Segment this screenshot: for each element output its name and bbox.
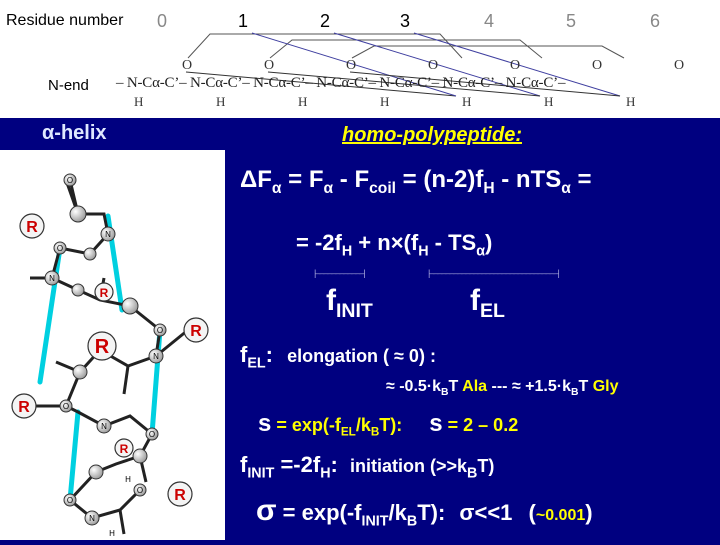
residue-number-6: 6 — [650, 11, 661, 31]
oxygen-6: O — [674, 58, 685, 73]
oxygen-5: O — [592, 58, 603, 73]
oxygen-4: O — [510, 58, 521, 73]
hydrogen-2: H — [298, 94, 308, 109]
residue-header — [0, 0, 720, 118]
delta-f-expansion: = $-2f_H + n\times(f_H - TS_\alpha)$ — [296, 230, 493, 260]
atom-n-1: N — [105, 230, 111, 239]
gly-label: Gly — [592, 378, 619, 395]
oxygen-2: O — [346, 58, 357, 73]
s-value: = 2 – 0.2 — [442, 415, 519, 435]
atom-n-4: N — [101, 422, 107, 431]
atom-n-5: N — [89, 514, 95, 523]
homo-polypeptide-label: homo-polypeptide: — [342, 124, 522, 146]
oxygen-0: O — [182, 58, 193, 73]
alpha-helix-label: α-helix — [42, 122, 107, 144]
sigma-equation: $\sigma = \exp(-f_{INIT}/k_BT)$: σ<<1 (~0.001) — [256, 494, 593, 530]
hydrogen-6: H — [626, 94, 636, 109]
atom-h-1: H — [125, 475, 131, 484]
alpha-helix-molecule-illustration — [0, 150, 225, 540]
oxygen-1: O — [264, 58, 275, 73]
atom-o-4: O — [62, 402, 70, 411]
atom-n-3: N — [153, 352, 159, 361]
brace-init: |‒‒‒‒‒‒‒‒‒‒‒‒| — [314, 268, 365, 278]
atom-o-3: O — [156, 326, 164, 335]
ala-label: Ala — [462, 378, 488, 395]
residue-number-3: 3 — [400, 11, 411, 31]
f-init-label: $f_{INIT}$ — [326, 284, 373, 322]
hydrogen-4: H — [462, 94, 472, 109]
r-group-4: R — [94, 336, 110, 358]
residue-number-0: 0 — [157, 11, 168, 31]
r-group-3: R — [190, 323, 202, 340]
delta-f-equation: $\Delta F_\alpha = F_\alpha - F_{coil} = (n-2)f_H - nTS_\alpha$ = — [240, 166, 592, 197]
hbond-links — [0, 0, 720, 118]
f-el-label: $f_{EL}$ — [470, 284, 505, 322]
backbone-chain: – N-Cα-C’– N-Cα-C’– N-Cα-C’– N-Cα-C’– N-Cα-C’– N-Cα-C’– N-Cα-C’– — [116, 75, 566, 91]
hydrogen-3: H — [380, 94, 390, 109]
atom-o-2: O — [56, 244, 64, 253]
r-group-2: R — [99, 286, 109, 300]
r-group-7: R — [174, 487, 186, 504]
hydrogen-5: H — [544, 94, 554, 109]
brace-el: |‒‒‒‒‒‒‒‒‒‒‒‒‒‒‒‒‒‒‒‒‒‒‒‒‒‒‒‒‒‒‒‒| — [428, 268, 559, 278]
atom-o-5: O — [148, 430, 156, 439]
r-group-6: R — [119, 442, 129, 456]
residue-number-1: 1 — [238, 11, 249, 31]
atom-o-7: O — [136, 486, 144, 495]
r-group-1: R — [26, 219, 38, 236]
hydrogen-1: H — [216, 94, 226, 109]
s-equation: $s = \exp(-f_{EL}/k_BT)$: s = 2 – 0.2 — [258, 410, 519, 439]
sigma-value: ~0.001 — [535, 507, 586, 524]
n-end-label: N-end — [48, 77, 89, 94]
r-group-5: R — [18, 399, 30, 416]
oxygen-3: O — [428, 58, 439, 73]
residue-number-label: Residue number — [6, 12, 124, 29]
atom-o-6: O — [66, 496, 74, 505]
atom-n-2: N — [49, 274, 55, 283]
elongation-line: $f_{EL}$: elongation ( ≈ 0) : — [240, 342, 436, 372]
atom-h-2: H — [109, 529, 115, 538]
elongation-values: ≈ $-0.5\cdot k_BT$ Ala --- ≈ $+1.5\cdot k_BT$ Gly — [386, 378, 619, 399]
residue-number-4: 4 — [484, 11, 495, 31]
helix-structure — [0, 150, 225, 540]
atom-o-1: O — [66, 176, 74, 185]
initiation-line: $f_{INIT} =-2f_H$: initiation $(>>k_BT)$ — [240, 452, 495, 482]
residue-number-5: 5 — [566, 11, 577, 31]
hydrogen-0: H — [134, 94, 144, 109]
residue-number-2: 2 — [320, 11, 331, 31]
